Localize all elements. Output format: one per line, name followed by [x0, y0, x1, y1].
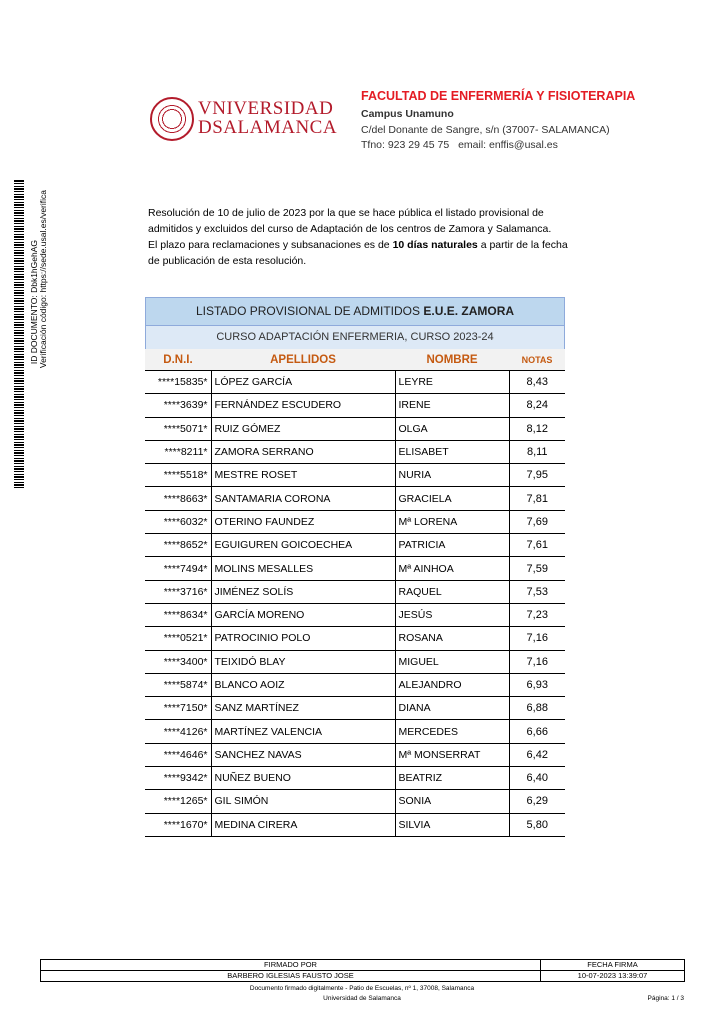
dni-cell: ****8634* — [145, 603, 211, 626]
signature-table — [40, 959, 685, 982]
nombre-cell: ALEJANDRO — [395, 673, 509, 696]
nombre-cell: PATRICIA — [395, 534, 509, 557]
table-row — [145, 417, 565, 440]
table-row — [145, 464, 565, 487]
apellidos-cell: FERNÁNDEZ ESCUDERO — [211, 394, 395, 417]
nombre-cell: ROSANA — [395, 627, 509, 650]
nota-cell: 8,43 — [509, 371, 565, 394]
barcode — [14, 180, 24, 490]
table-row — [145, 394, 565, 417]
table-row — [145, 673, 565, 696]
nombre-cell: GRACIELA — [395, 487, 509, 510]
table-row — [145, 743, 565, 766]
col-notas: NOTAS — [509, 349, 565, 371]
apellidos-cell: SANCHEZ NAVAS — [211, 743, 395, 766]
apellidos-cell: MEDINA CIRERA — [211, 813, 395, 836]
nota-cell: 8,24 — [509, 394, 565, 417]
dni-cell: ****5518* — [145, 464, 211, 487]
dni-cell: ****3400* — [145, 650, 211, 673]
nota-cell: 6,29 — [509, 790, 565, 813]
apellidos-cell: TEIXIDÓ BLAY — [211, 650, 395, 673]
apellidos-cell: LÓPEZ GARCÍA — [211, 371, 395, 394]
apellidos-cell: MARTÍNEZ VALENCIA — [211, 720, 395, 743]
apellidos-cell: SANZ MARTÍNEZ — [211, 697, 395, 720]
col-nombre: NOMBRE — [395, 349, 509, 371]
email[interactable]: email: enffis@usal.es — [458, 139, 558, 151]
dni-cell: ****4126* — [145, 720, 211, 743]
nombre-cell: SONIA — [395, 790, 509, 813]
dni-cell: ****5874* — [145, 673, 211, 696]
nota-cell: 7,69 — [509, 510, 565, 533]
apellidos-cell: MESTRE ROSET — [211, 464, 395, 487]
signed-by-label: FIRMADO POR — [41, 960, 541, 971]
nota-cell: 7,16 — [509, 627, 565, 650]
nombre-cell: ELISABET — [395, 440, 509, 463]
dni-cell: ****5071* — [145, 417, 211, 440]
table-row — [145, 627, 565, 650]
table-row — [145, 487, 565, 510]
deadline-paragraph: El plazo para reclamaciones y subsanaciones es de 10 días naturales a partir de la fecha de publicación de esta resolución. — [148, 239, 568, 267]
dni-cell: ****3639* — [145, 394, 211, 417]
signer-name: BARBERO IGLESIAS FAUSTO JOSE — [41, 971, 541, 982]
nombre-cell: IRENE — [395, 394, 509, 417]
table-row — [145, 557, 565, 580]
nota-cell: 6,40 — [509, 767, 565, 790]
apellidos-cell: JIMÉNEZ SOLÍS — [211, 580, 395, 603]
document-id: ID DOCUMENTO: Dbk1hGehAG — [29, 240, 39, 365]
nota-cell: 7,61 — [509, 534, 565, 557]
sign-date-label: FECHA FIRMA — [541, 960, 685, 971]
signature-footer — [40, 959, 684, 1007]
table-row — [145, 767, 565, 790]
nombre-cell: SILVIA — [395, 813, 509, 836]
admitted-list — [145, 297, 565, 837]
table-row — [145, 534, 565, 557]
table-row — [145, 440, 565, 463]
resolution-paragraph: Resolución de 10 de julio de 2023 por la que se hace pública el listado provisional de admitidos y excluidos del curso de Adaptación de los centros de Zamora y Salamanca. — [148, 207, 552, 235]
page-number: Página: 1 / 3 — [647, 995, 684, 1002]
table-row — [145, 580, 565, 603]
table-row — [145, 650, 565, 673]
dni-cell: ****7150* — [145, 697, 211, 720]
dni-cell: ****8211* — [145, 440, 211, 463]
nombre-cell: MIGUEL — [395, 650, 509, 673]
col-dni: D.N.I. — [145, 349, 211, 371]
apellidos-cell: GIL SIMÓN — [211, 790, 395, 813]
digital-signature-note: Documento firmado digitalmente - Patio de Escuelas, nº 1, 37008, Salamanca — [249, 985, 475, 992]
apellidos-cell: SANTAMARIA CORONA — [211, 487, 395, 510]
admitted-table — [145, 349, 565, 837]
apellidos-cell: GARCÍA MORENO — [211, 603, 395, 626]
apellidos-cell: PATROCINIO POLO — [211, 627, 395, 650]
table-row — [145, 510, 565, 533]
university-logo — [150, 97, 338, 147]
nombre-cell: BEATRIZ — [395, 767, 509, 790]
apellidos-cell: EGUIGUREN GOICOECHEA — [211, 534, 395, 557]
table-row — [145, 813, 565, 836]
nota-cell: 8,11 — [509, 440, 565, 463]
table-row — [145, 371, 565, 394]
nota-cell: 8,12 — [509, 417, 565, 440]
university-footer: Universidad de Salamanca — [323, 995, 401, 1002]
dni-cell: ****6032* — [145, 510, 211, 533]
dni-cell: ****7494* — [145, 557, 211, 580]
dni-cell: ****1670* — [145, 813, 211, 836]
dni-cell: ****15835* — [145, 371, 211, 394]
nombre-cell: DIANA — [395, 697, 509, 720]
contact-line — [361, 139, 564, 151]
verification-stamp — [8, 180, 48, 500]
nombre-cell: JESÚS — [395, 603, 509, 626]
table-row — [145, 790, 565, 813]
sign-date: 10-07-2023 13:39:07 — [541, 971, 685, 982]
dni-cell: ****1265* — [145, 790, 211, 813]
university-seal-icon — [150, 97, 194, 141]
nota-cell: 7,53 — [509, 580, 565, 603]
nota-cell: 7,16 — [509, 650, 565, 673]
phone: Tfno: 923 29 45 75 — [361, 139, 450, 151]
table-row — [145, 720, 565, 743]
nombre-cell: OLGA — [395, 417, 509, 440]
campus-name: Campus Unamuno — [361, 108, 454, 120]
apellidos-cell: MOLINS MESALLES — [211, 557, 395, 580]
logo-wordmark: VNIVERSIDAD DSALAMANCA — [198, 98, 338, 138]
nombre-cell: Mª MONSERRAT — [395, 743, 509, 766]
apellidos-cell: NUÑEZ BUENO — [211, 767, 395, 790]
nombre-cell: RAQUEL — [395, 580, 509, 603]
nombre-cell: Mª AINHOA — [395, 557, 509, 580]
nota-cell: 7,81 — [509, 487, 565, 510]
nota-cell: 7,59 — [509, 557, 565, 580]
dni-cell: ****3716* — [145, 580, 211, 603]
apellidos-cell: ZAMORA SERRANO — [211, 440, 395, 463]
table-header-row — [145, 349, 565, 371]
nombre-cell: LEYRE — [395, 371, 509, 394]
resolution-text — [148, 205, 568, 269]
address: C/del Donante de Sangre, s/n (37007- SALAMANCA) — [361, 124, 610, 136]
col-apellidos: APELLIDOS — [211, 349, 395, 371]
table-title: LISTADO PROVISIONAL DE ADMITIDOS E.U.E. ZAMORA — [145, 297, 565, 326]
apellidos-cell: RUIZ GÓMEZ — [211, 417, 395, 440]
nombre-cell: NURIA — [395, 464, 509, 487]
faculty-name: FACULTAD DE ENFERMERÍA Y FISIOTERAPIA — [361, 89, 636, 103]
nombre-cell: Mª LORENA — [395, 510, 509, 533]
dni-cell: ****9342* — [145, 767, 211, 790]
nota-cell: 6,93 — [509, 673, 565, 696]
table-row — [145, 697, 565, 720]
dni-cell: ****0521* — [145, 627, 211, 650]
table-subtitle: CURSO ADAPTACIÓN ENFERMERIA, CURSO 2023-24 — [145, 326, 565, 349]
nota-cell: 7,23 — [509, 603, 565, 626]
nombre-cell: MERCEDES — [395, 720, 509, 743]
apellidos-cell: OTERINO FAUNDEZ — [211, 510, 395, 533]
nota-cell: 5,80 — [509, 813, 565, 836]
table-row — [145, 603, 565, 626]
nota-cell: 6,42 — [509, 743, 565, 766]
nota-cell: 6,66 — [509, 720, 565, 743]
apellidos-cell: BLANCO AOIZ — [211, 673, 395, 696]
dni-cell: ****4646* — [145, 743, 211, 766]
dni-cell: ****8652* — [145, 534, 211, 557]
dni-cell: ****8663* — [145, 487, 211, 510]
verification-link[interactable]: Verificación código: https://sede.usal.es/verifica — [38, 190, 48, 369]
nota-cell: 7,95 — [509, 464, 565, 487]
nota-cell: 6,88 — [509, 697, 565, 720]
